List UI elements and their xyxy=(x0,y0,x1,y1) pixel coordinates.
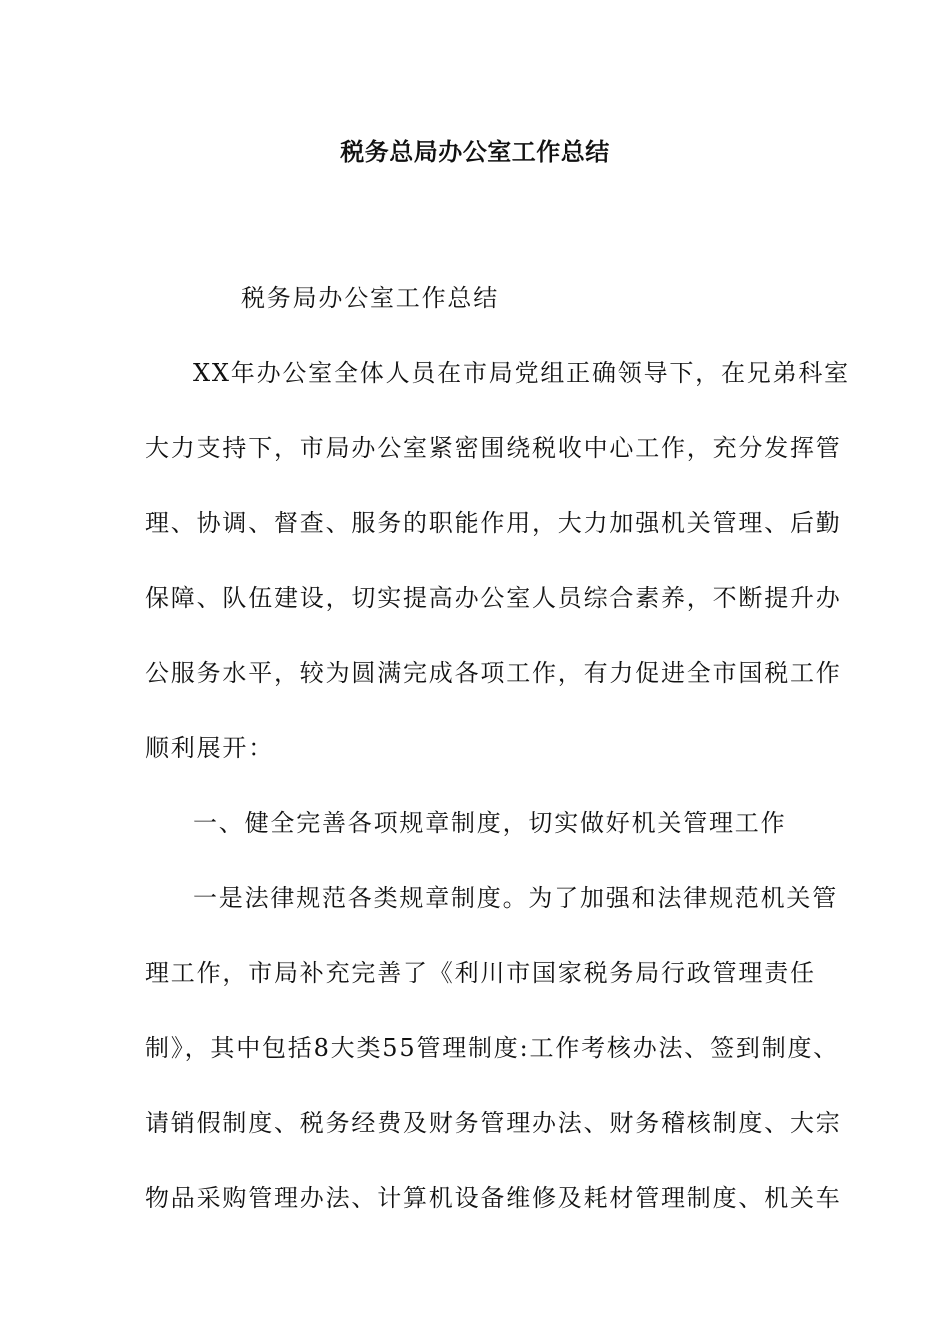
paragraph-line: 理工作，市局补充完善了《利川市国家税务局行政管理责任 xyxy=(145,959,816,987)
paragraph-line: 一是法律规范各类规章制度。为了加强和法律规范机关管 xyxy=(193,884,838,912)
paragraph-line: XX年办公室全体人员在市局党组正确领导下，在兄弟科室 xyxy=(193,359,850,387)
paragraph-line: 理、协调、督查、服务的职能作用，大力加强机关管理、后勤 xyxy=(145,509,842,537)
paragraph-line: 大力支持下，市局办公室紧密围绕税收中心工作，充分发挥管 xyxy=(145,434,842,462)
paragraph-line: 制》，其中包括8大类55管理制度:工作考核办法、签到制度、 xyxy=(145,1034,840,1062)
paragraph-line: 保障、队伍建设，切实提高办公室人员综合素养，不断提升办 xyxy=(145,584,842,612)
paragraph-line: 公服务水平，较为圆满完成各项工作，有力促进全市国税工作 xyxy=(145,659,842,687)
paragraph-line: 顺利展开： xyxy=(145,734,274,762)
document-body xyxy=(145,261,850,1236)
section-heading-line: 一、健全完善各项规章制度，切实做好机关管理工作 xyxy=(193,809,787,837)
subtitle-line: 税务局办公室工作总结 xyxy=(241,284,499,312)
paragraph-line: 物品采购管理办法、计算机设备维修及耗材管理制度、机关车 xyxy=(145,1184,842,1212)
document-title: 税务总局办公室工作总结 xyxy=(340,138,610,166)
paragraph-line: 请销假制度、税务经费及财务管理办法、财务稽核制度、大宗 xyxy=(145,1109,842,1137)
